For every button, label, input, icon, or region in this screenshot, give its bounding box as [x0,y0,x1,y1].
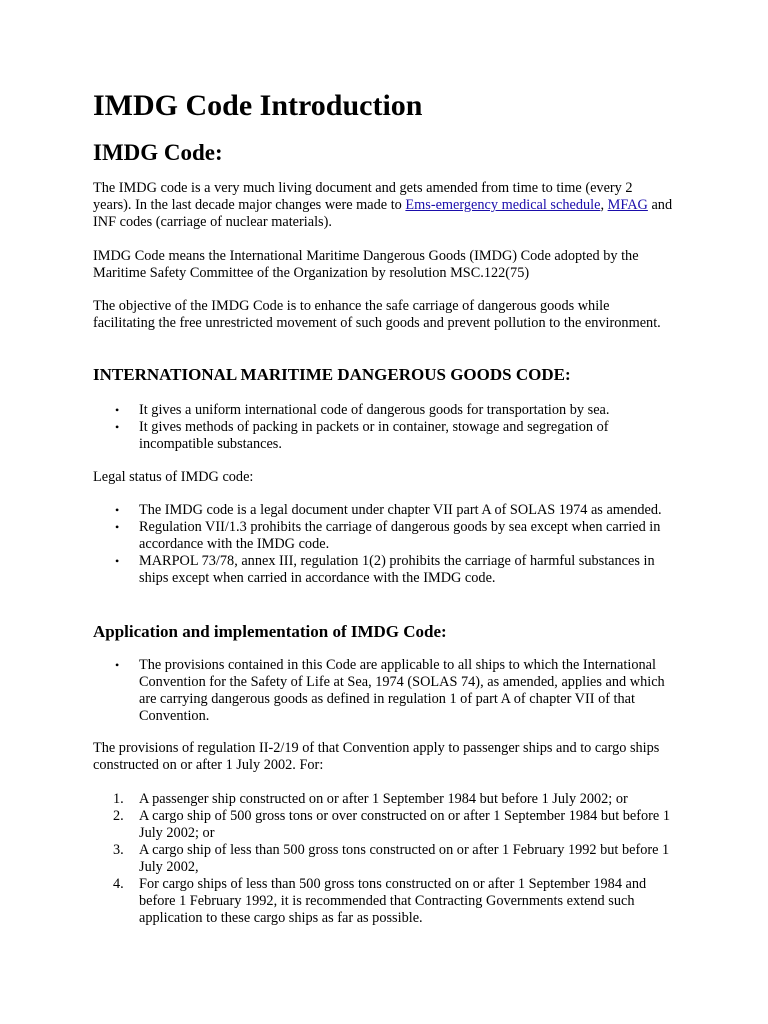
bullet-icon: • [115,554,120,568]
list-item: 1. A passenger ship constructed on or after 1 September 1984 but before 1 July 2002; or [113,791,628,807]
mfag-link[interactable]: MFAG [607,197,648,213]
objective-paragraph: The objective of the IMDG Code is to enhance the safe carriage of dangerous goods while facilitating the free unrestricted movement of such goods and prevent pollution to the environment. [93,298,661,331]
list-item: • It gives methods of packing in packets or in container, stowage and segregation of incompatible substances. [115,419,609,452]
intro-comma: , [600,197,605,213]
list-item: • The provisions contained in this Code are applicable to all ships to which the International Convention for the Safety of Life at Sea, 1974 (SOLAS 74), as amended, applies and which are carrying dangerous goods as defined in regulation 1 of part A of chapter VII of that Convention. [115,657,665,724]
list-item: 2. A cargo ship of 500 gross tons or over constructed on or after 1 September 1984 but before 1 July 2002; or [113,808,670,841]
bullet-icon: • [115,658,120,672]
list-item: • Regulation VII/1.3 prohibits the carriage of dangerous goods by sea except when carried in accordance with the IMDG code. [115,519,661,552]
list-item: • It gives a uniform international code of dangerous goods for transportation by sea. [115,402,610,418]
bullet-icon: • [115,420,120,434]
list-number: 3. [113,842,124,858]
list-number: 1. [113,791,124,807]
list-number: 4. [113,876,124,892]
section-heading-intl-code: INTERNATIONAL MARITIME DANGEROUS GOODS CODE: [93,365,571,384]
intro-text-after: and INF codes (carriage of nuclear materials). [93,197,673,230]
intro-paragraph [93,180,673,231]
list-number: 2. [113,808,124,824]
list-item: • MARPOL 73/78, annex III, regulation 1(2) prohibits the carriage of harmful substances in ships except when carried in accordance with the IMDG code. [115,553,655,586]
definition-paragraph: IMDG Code means the International Maritime Dangerous Goods (IMDG) Code adopted by the Maritime Safety Committee of the Organization by resolution MSC.122(75) [93,248,639,281]
legal-status-label: Legal status of IMDG code: [93,469,254,485]
legal-status-bullet-list [93,502,673,587]
intl-code-bullet-list [93,402,673,453]
bullet-icon: • [115,503,120,517]
application-bullet-list [93,657,673,725]
bullet-icon: • [115,403,120,417]
list-item: 3. A cargo ship of less than 500 gross tons constructed on or after 1 February 1992 but before 1 July 2002, [113,842,670,875]
section-heading-application: Application and implementation of IMDG Code: [93,622,447,641]
ship-numbered-list [93,791,673,927]
list-item: • The IMDG code is a legal document under chapter VII part A of SOLAS 1974 as amended. [115,502,662,518]
ems-link[interactable]: Ems-emergency medical schedule [405,197,601,213]
section-heading-imdg-code: IMDG Code: [93,140,223,165]
bullet-icon: • [115,520,120,534]
page-title: IMDG Code Introduction [93,89,423,122]
regulation-paragraph: The provisions of regulation II-2/19 of that Convention apply to passenger ships and to cargo ships constructed on or after 1 July 2002. For: [93,740,660,773]
intro-text-before: The IMDG code is a very much living document and gets amended from time to time (every 2 years). In the last decade major changes were made to [93,180,633,213]
list-item: 4. For cargo ships of less than 500 gross tons constructed on or after 1 September 1984 and before 1 February 1992, it is recommended that Contracting Governments extend such application to these cargo ships as far as possible. [113,876,647,926]
